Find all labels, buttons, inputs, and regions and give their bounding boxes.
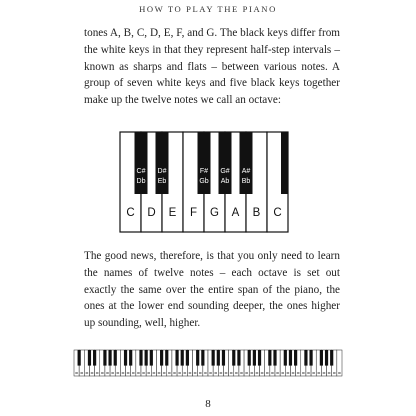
keyboard-key-mark (333, 372, 336, 374)
keyboard-black-key (175, 350, 178, 366)
keyboard-black-key (103, 350, 106, 366)
black-key-flat-label: Ab (220, 178, 230, 185)
black-key-sharp-label: F# (199, 168, 209, 175)
keyboard-key-mark (117, 372, 120, 374)
keyboard-key-mark (91, 372, 94, 374)
keyboard-black-key (196, 350, 199, 366)
keyboard-key-mark (338, 372, 341, 374)
black-key-5 (281, 132, 288, 194)
octave-diagram (118, 130, 292, 240)
keyboard-black-key (309, 350, 312, 366)
keyboard-key-mark (189, 372, 192, 374)
keyboard-key-mark (163, 372, 166, 374)
keyboard-black-key (217, 350, 220, 366)
keyboard-key-mark (96, 372, 99, 374)
body-paragraph-1: tones A, B, C, D, E, F, and G. The black keys differ from the white keys in that they represent half-step intervals – known as sharps and flats – between various notes. A group of seven white keys and five black keys together make up the twelve notes we call an octave: (84, 27, 340, 107)
keyboard-key-mark (173, 372, 176, 374)
running-head: HOW TO PLAY THE PIANO (139, 4, 277, 14)
black-key-flat-label: Eb (157, 178, 167, 185)
white-key-label: E (168, 207, 177, 219)
black-key-flat-label: Gb (199, 178, 209, 185)
keyboard-key-mark (127, 372, 130, 374)
black-key-sharp-label: C# (136, 168, 146, 175)
keyboard-black-key (114, 350, 117, 366)
keyboard-key-mark (230, 372, 233, 374)
keyboard-key-mark (111, 372, 114, 374)
keyboard-key-mark (178, 372, 181, 374)
keyboard-black-key (124, 350, 127, 366)
keyboard-black-key (330, 350, 333, 366)
white-key-label: C (273, 207, 282, 219)
keyboard-key-mark (80, 372, 83, 374)
keyboard-key-mark (271, 372, 274, 374)
keyboard-black-key (294, 350, 297, 366)
full-keyboard-illustration (73, 348, 343, 378)
keyboard-key-mark (245, 372, 248, 374)
keyboard-black-key (232, 350, 235, 366)
keyboard-black-key (268, 350, 271, 366)
keyboard-black-key (237, 350, 240, 366)
white-key-label: G (210, 207, 219, 219)
keyboard-key-mark (256, 372, 259, 374)
keyboard-key-mark (307, 372, 310, 374)
keyboard-key-mark (281, 372, 284, 374)
keyboard-black-key (201, 350, 204, 366)
keyboard-key-mark (214, 372, 217, 374)
black-key-flat-label: Bb (241, 178, 251, 185)
keyboard-black-key (78, 350, 81, 366)
keyboard-key-mark (122, 372, 125, 374)
keyboard-black-key (139, 350, 142, 366)
keyboard-key-mark (297, 372, 300, 374)
keyboard-key-mark (323, 372, 326, 374)
keyboard-key-mark (251, 372, 254, 374)
keyboard-black-key (284, 350, 287, 366)
keyboard-black-key (258, 350, 261, 366)
white-key-label: B (252, 207, 261, 219)
white-key-label: F (189, 207, 198, 219)
keyboard-key-mark (302, 372, 305, 374)
keyboard-black-key (212, 350, 215, 366)
keyboard-key-mark (137, 372, 140, 374)
keyboard-black-key (253, 350, 256, 366)
keyboard-key-mark (312, 372, 315, 374)
keyboard-black-key (150, 350, 153, 366)
keyboard-key-mark (328, 372, 331, 374)
keyboard-black-key (181, 350, 184, 366)
keyboard-key-mark (199, 372, 202, 374)
keyboard-black-key (248, 350, 251, 366)
keyboard-key-mark (225, 372, 228, 374)
page-number: 8 (205, 398, 211, 410)
keyboard-key-mark (142, 372, 145, 374)
keyboard-black-key (108, 350, 111, 366)
keyboard-black-key (88, 350, 91, 366)
keyboard-key-mark (168, 372, 171, 374)
keyboard-black-key (186, 350, 189, 366)
keyboard-black-key (145, 350, 148, 366)
keyboard-key-mark (220, 372, 223, 374)
keyboard-key-mark (235, 372, 238, 374)
keyboard-key-mark (240, 372, 243, 374)
keyboard-black-key (160, 350, 163, 366)
keyboard-key-mark (86, 372, 89, 374)
keyboard-black-key (273, 350, 276, 366)
keyboard-black-key (222, 350, 225, 366)
white-key-label: C (126, 207, 135, 219)
body-paragraph-2: The good news, therefore, is that you only need to learn the names of twelve notes – each octave is set out exactly the same over the entire span of the piano, the ones at the lower end sounding deeper, the ones higher up sounding, well, higher. (84, 250, 340, 330)
keyboard-key-mark (75, 372, 78, 374)
black-key-sharp-label: G# (220, 168, 230, 175)
white-key-label: A (231, 207, 240, 219)
keyboard-black-key (320, 350, 323, 366)
white-key-label: D (147, 207, 156, 219)
black-key-sharp-label: A# (241, 168, 251, 175)
keyboard-black-key (289, 350, 292, 366)
keyboard-key-mark (266, 372, 269, 374)
keyboard-key-mark (153, 372, 156, 374)
keyboard-key-mark (318, 372, 321, 374)
keyboard-black-key (325, 350, 328, 366)
keyboard-key-mark (132, 372, 135, 374)
keyboard-key-mark (261, 372, 264, 374)
black-key-sharp-label: D# (157, 168, 167, 175)
keyboard-black-key (304, 350, 307, 366)
keyboard-key-mark (287, 372, 290, 374)
keyboard-key-mark (106, 372, 109, 374)
keyboard-key-mark (276, 372, 279, 374)
black-key-flat-label: Db (136, 178, 146, 185)
keyboard-key-mark (204, 372, 207, 374)
keyboard-key-mark (194, 372, 197, 374)
keyboard-black-key (93, 350, 96, 366)
keyboard-key-mark (184, 372, 187, 374)
keyboard-key-mark (147, 372, 150, 374)
keyboard-key-mark (158, 372, 161, 374)
keyboard-black-key (165, 350, 168, 366)
keyboard-key-mark (209, 372, 212, 374)
keyboard-key-mark (292, 372, 295, 374)
keyboard-black-key (129, 350, 132, 366)
keyboard-key-mark (101, 372, 104, 374)
